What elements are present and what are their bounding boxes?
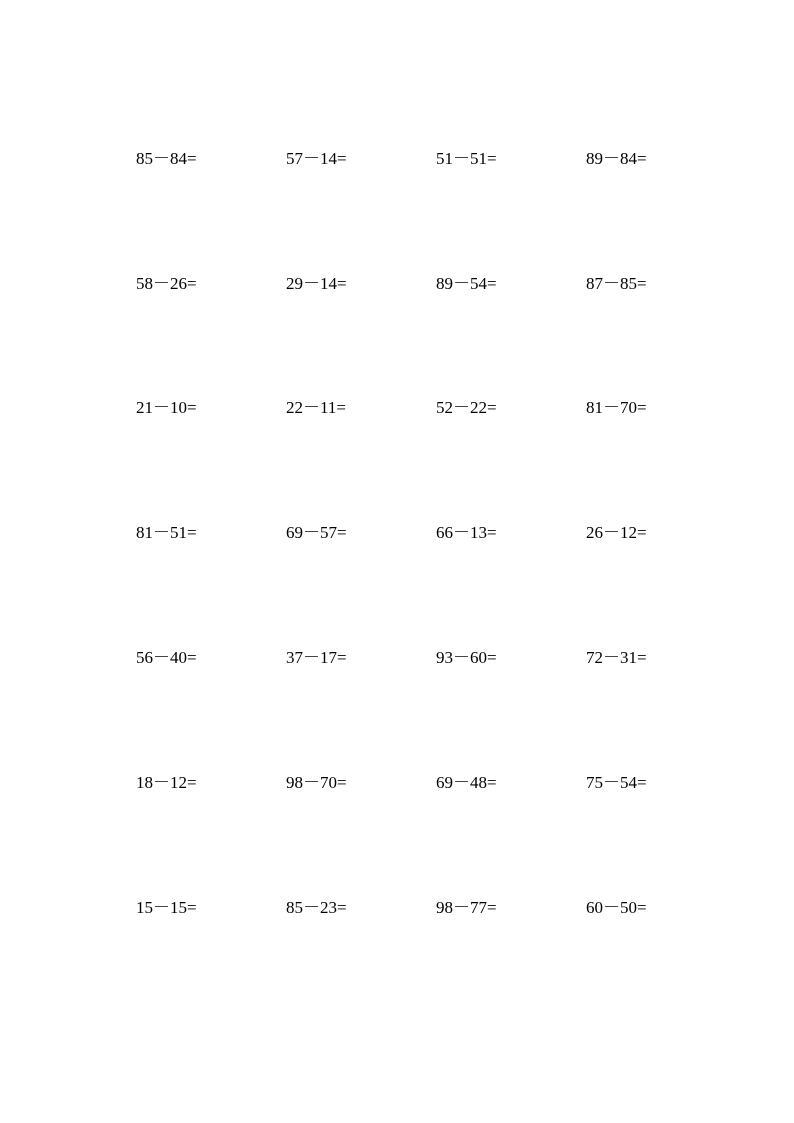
- subtraction-problem: 85－84=: [136, 149, 197, 168]
- subtraction-problem: 89－54=: [436, 274, 497, 293]
- subtraction-problem: 56－40=: [136, 648, 197, 667]
- subtraction-problem: 98－70=: [286, 773, 347, 792]
- subtraction-problem: 89－84=: [586, 149, 647, 168]
- subtraction-problem: 87－85=: [586, 274, 647, 293]
- subtraction-problem: 51－51=: [436, 149, 497, 168]
- problem-row: [0, 896, 794, 920]
- subtraction-problem: 15－15=: [136, 898, 197, 917]
- subtraction-problem: 60－50=: [586, 898, 647, 917]
- subtraction-problem: 93－60=: [436, 648, 497, 667]
- subtraction-problem: 69－57=: [286, 523, 347, 542]
- problem-row: [0, 147, 794, 171]
- subtraction-problem: 81－70=: [586, 398, 647, 417]
- subtraction-problem: 69－48=: [436, 773, 497, 792]
- subtraction-problem: 75－54=: [586, 773, 647, 792]
- problem-row: [0, 771, 794, 795]
- subtraction-problem: 81－51=: [136, 523, 197, 542]
- subtraction-problem: 72－31=: [586, 648, 647, 667]
- subtraction-problem: 26－12=: [586, 523, 647, 542]
- problem-row: [0, 521, 794, 545]
- subtraction-problem: 29－14=: [286, 274, 347, 293]
- subtraction-problem: 18－12=: [136, 773, 197, 792]
- subtraction-problem: 58－26=: [136, 274, 197, 293]
- subtraction-problem: 52－22=: [436, 398, 497, 417]
- problem-row: [0, 396, 794, 420]
- subtraction-problem: 57－14=: [286, 149, 347, 168]
- subtraction-problem: 37－17=: [286, 648, 347, 667]
- subtraction-problem: 85－23=: [286, 898, 347, 917]
- problem-row: [0, 272, 794, 296]
- subtraction-problem: 21－10=: [136, 398, 197, 417]
- subtraction-problem: 98－77=: [436, 898, 497, 917]
- subtraction-problem: 66－13=: [436, 523, 497, 542]
- subtraction-problem: 22－11=: [286, 398, 346, 417]
- problem-row: [0, 646, 794, 670]
